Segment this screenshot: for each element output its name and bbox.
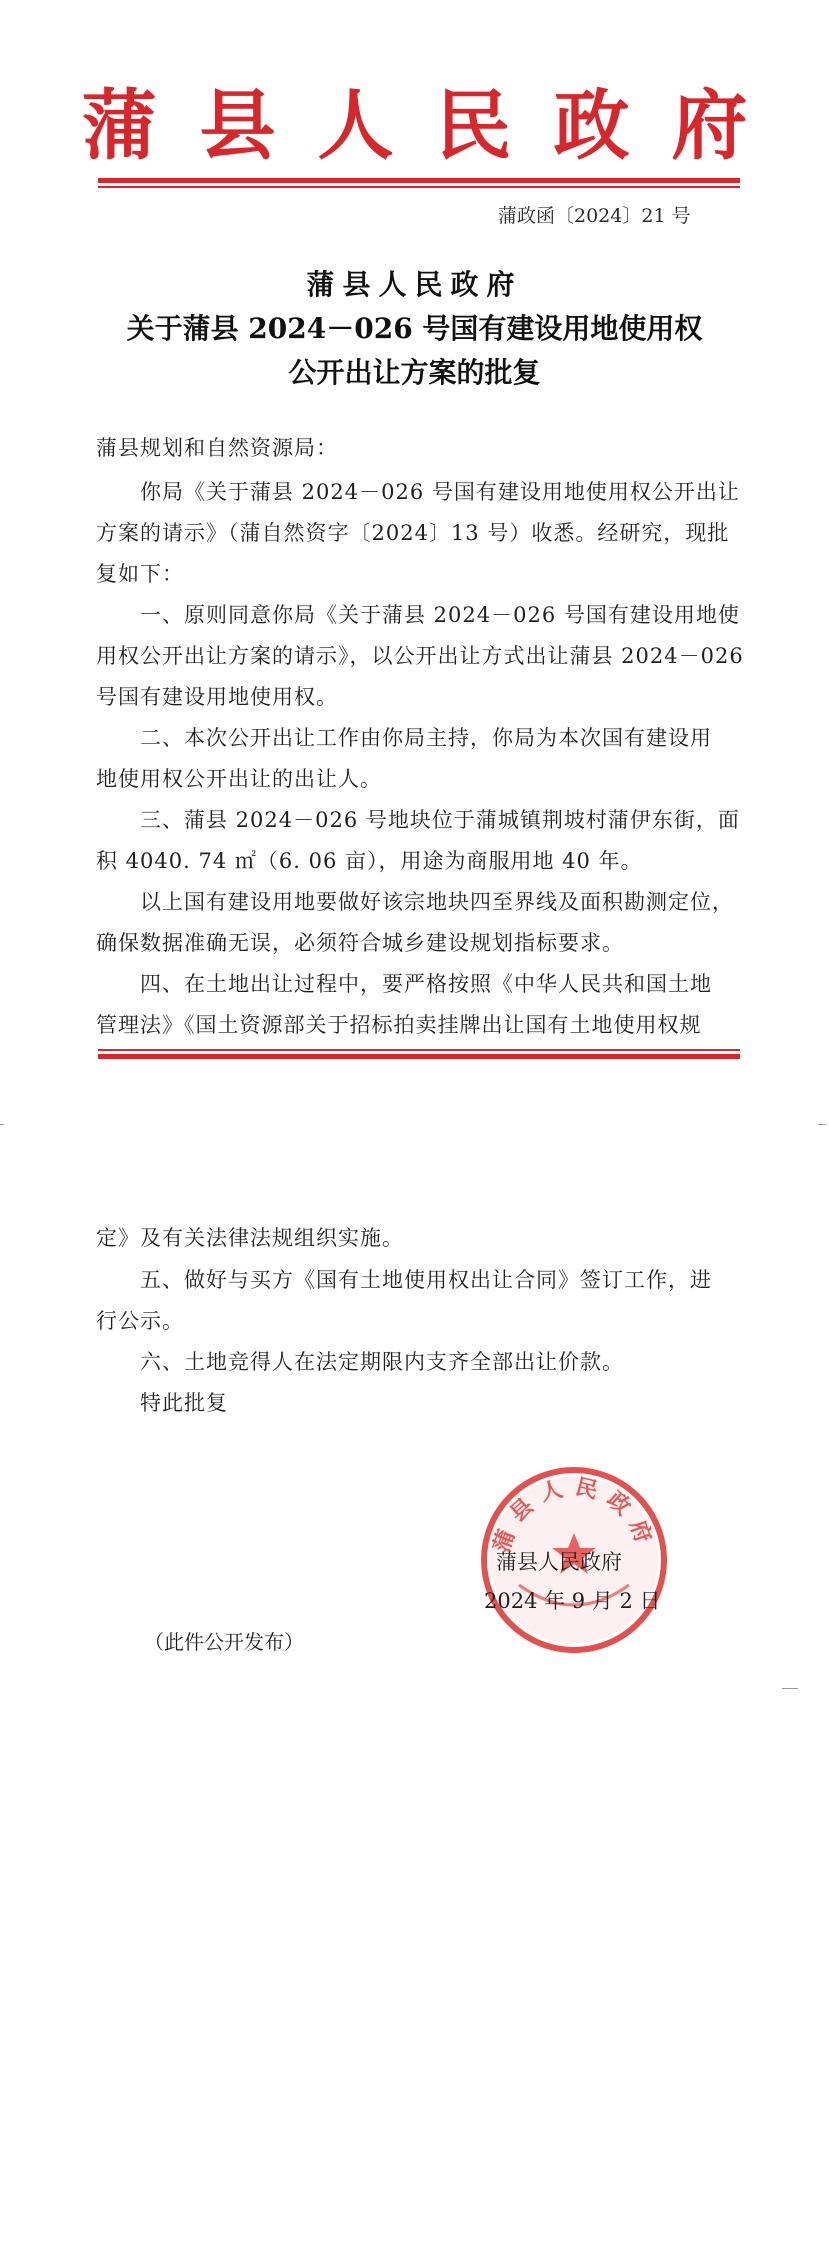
scan-speck	[782, 1688, 798, 1689]
document-title	[0, 263, 829, 395]
letterhead-rule-thin	[98, 186, 740, 188]
svg-text:蒲县人民政府: 蒲县人民政府	[488, 1473, 660, 1556]
footer-rule-thin	[98, 1049, 740, 1051]
scan-speck	[0, 1124, 4, 1125]
paragraph-line: 方案的请示》（蒲自然资字〔2024〕13 号）收悉。经研究，现批	[96, 521, 730, 545]
paragraph-line: 你局《关于蒲县 2024－026 号国有建设用地使用权公开出让	[140, 480, 740, 504]
paragraph-line: 六、土地竞得人在法定期限内支齐全部出让价款。	[140, 1350, 624, 1374]
paragraph-line: 积 4040. 74 ㎡（6. 06 亩），用途为商服用地 40 年。	[96, 849, 643, 873]
paragraph-line: 定》及有关法律法规组织实施。	[96, 1226, 404, 1250]
footer-rule-thick	[98, 1054, 740, 1059]
title-line-3: 公开出让方案的批复	[288, 356, 541, 389]
paragraph-line: 号国有建设用地使用权。	[96, 685, 338, 709]
paragraph-line: 以上国有建设用地要做好该宗地块四至界线及面积勘测定位，	[140, 890, 734, 914]
paragraph-line: 地使用权公开出让的出让人。	[96, 767, 382, 791]
paragraph-line: 用权公开出让方案的请示》，以公开出让方式出让蒲县 2024－026	[96, 644, 744, 668]
paragraph-line: 一、原则同意你局《关于蒲县 2024－026 号国有建设用地使	[140, 603, 740, 627]
paragraph-line: 管理法》《国土资源部关于招标拍卖挂牌出让国有土地使用权规	[96, 1013, 702, 1037]
signature-organization: 蒲县人民政府	[496, 1550, 622, 1574]
publication-note: （此件公开发布）	[144, 1630, 304, 1654]
signature-date: 2024 年 9 月 2 日	[484, 1589, 661, 1613]
letterhead-rule-thick	[98, 178, 740, 183]
letterhead-title: 蒲县人民政府	[81, 81, 790, 170]
paragraph-line: 五、做好与买方《国有土地使用权出让合同》签订工作，进	[140, 1268, 712, 1292]
scan-speck	[818, 1124, 826, 1125]
addressee: 蒲县规划和自然资源局：	[96, 436, 338, 460]
paragraph-line: 复如下：	[96, 562, 184, 586]
title-line-1: 蒲县人民政府	[306, 268, 523, 301]
paragraph-line: 行公示。	[96, 1309, 184, 1333]
paragraph-line: 二、本次公开出让工作由你局主持，你局为本次国有建设用	[140, 726, 712, 750]
title-line-2: 关于蒲县 2024－026 号国有建设用地使用权	[126, 312, 703, 345]
paragraph-line: 确保数据准确无误，必须符合城乡建设规划指标要求。	[96, 931, 624, 955]
document-number: 蒲政函〔2024〕21 号	[498, 205, 691, 227]
closing-remark: 特此批复	[140, 1391, 228, 1415]
paragraph-line: 三、蒲县 2024－026 号地块位于蒲城镇荆坡村蒲伊东街，面	[140, 808, 740, 832]
paragraph-line: 四、在土地出让过程中，要严格按照《中华人民共和国土地	[140, 972, 712, 996]
